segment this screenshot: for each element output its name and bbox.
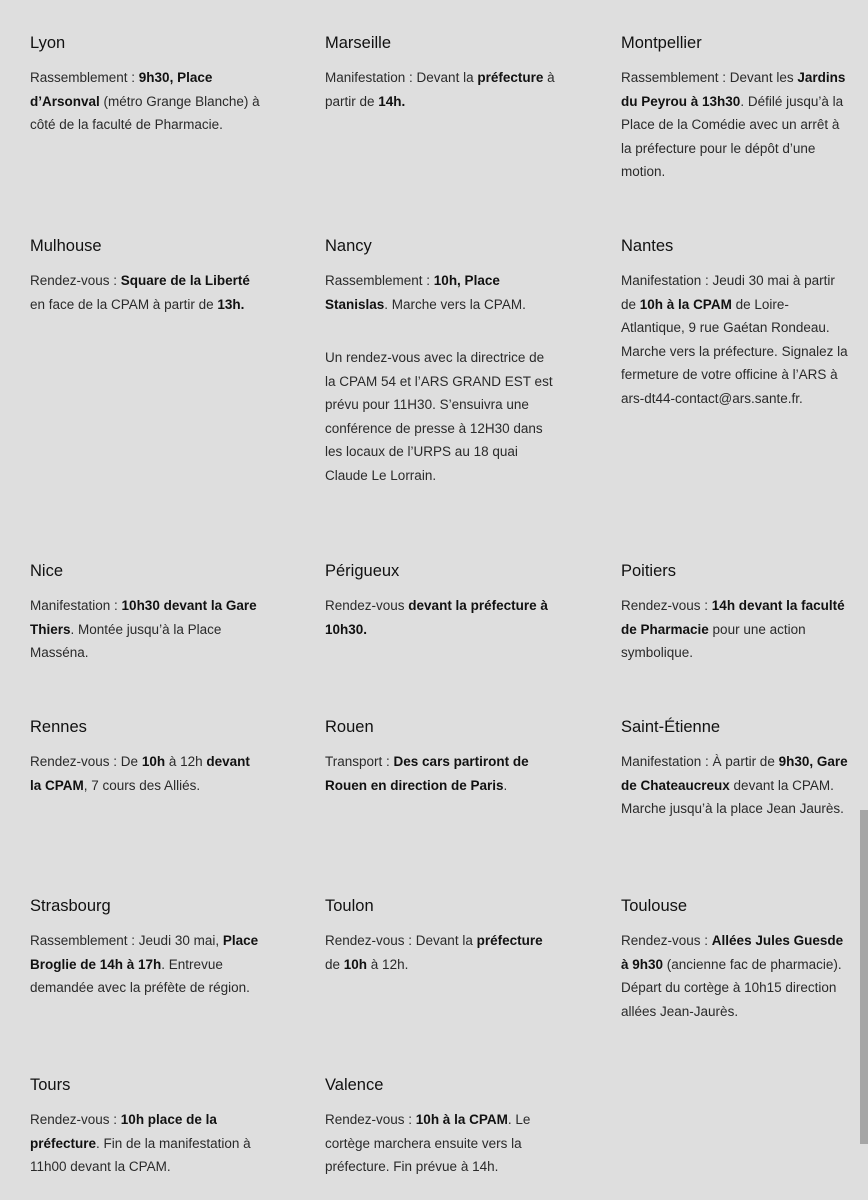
city-block-marseille xyxy=(325,33,555,113)
city-block-lyon xyxy=(30,33,260,137)
city-description xyxy=(325,594,555,641)
highlight-text: 14h devant la faculté de Pharmacie xyxy=(621,598,845,637)
city-description xyxy=(621,750,851,821)
body-text: . Marche vers la CPAM. xyxy=(384,296,526,312)
body-text: Transport : xyxy=(325,754,394,769)
body-text: de xyxy=(325,956,344,972)
city-title: Rennes xyxy=(30,718,87,736)
body-text: Rendez-vous : xyxy=(325,1112,416,1127)
city-block-mulhouse xyxy=(30,236,260,316)
city-description xyxy=(621,66,851,184)
highlight-text: 13h. xyxy=(217,296,245,312)
city-block-nantes xyxy=(621,236,851,410)
body-text: (ancienne fac de pharmacie). Départ du cortège à 10h15 direction allées Jean-Jaurès. xyxy=(621,956,842,1019)
body-text: (métro Grange Blanche) à côté de la faculté de Pharmacie. xyxy=(30,93,260,132)
body-text: . xyxy=(503,777,508,793)
city-description xyxy=(325,66,555,113)
highlight-text: 10h xyxy=(343,956,368,972)
body-text: Rassemblement : Jeudi 30 mai, xyxy=(30,933,223,948)
city-title: Tours xyxy=(30,1076,71,1094)
highlight-text: 9h30, Gare de Chateaucreux xyxy=(621,754,848,793)
body-text: . Montée jusqu’à la Place Masséna. xyxy=(30,621,222,660)
city-description xyxy=(30,1108,260,1179)
body-text: en face de la CPAM à partir de xyxy=(30,296,218,312)
city-title: Nice xyxy=(30,562,64,580)
body-text: à 12h xyxy=(165,754,207,769)
city-block-nice xyxy=(30,561,260,665)
city-title: Rouen xyxy=(325,718,374,736)
city-description xyxy=(30,66,260,137)
highlight-text: 10h30 devant la Gare Thiers xyxy=(30,598,257,637)
body-text: Rendez-vous : De xyxy=(30,754,142,769)
city-block-saint-etienne xyxy=(621,717,851,821)
body-text: . Fin de la manifestation à 11h00 devant la CPAM. xyxy=(30,1135,251,1174)
scrollbar-thumb[interactable] xyxy=(860,810,868,1144)
highlight-text: préfecture xyxy=(477,70,544,85)
city-title: Nancy xyxy=(325,237,372,255)
body-text: Rassemblement : Devant les xyxy=(621,70,798,85)
body-text: de Loire-Atlantique, 9 rue Gaétan Rondeau. Marche vers la préfecture. Signalez la fermeture de votre officine à l’ARS à ars-dt44-contact@ars.sante.fr. xyxy=(621,296,848,406)
highlight-text: 9h30, Place d’Arsonval xyxy=(30,70,213,109)
city-extra-description: Un rendez-vous avec la directrice de la CPAM 54 et l’ARS GRAND EST est prévu pour 11H30. S’ensuivra une conférence de presse à 12H30 dans les locaux de l’URPS au 18 quai Claude Le Lorrain. xyxy=(325,350,553,483)
city-description xyxy=(325,1108,555,1179)
city-title: Mulhouse xyxy=(30,237,102,255)
city-title: Valence xyxy=(325,1076,384,1094)
city-description xyxy=(30,929,260,1000)
city-description xyxy=(30,594,260,665)
city-description xyxy=(621,269,851,410)
city-block-toulon xyxy=(325,896,555,976)
city-description xyxy=(325,750,555,797)
city-block-rennes xyxy=(30,717,260,797)
city-title: Périgueux xyxy=(325,562,400,580)
city-block-perigueux xyxy=(325,561,555,641)
body-text: pour une action symbolique. xyxy=(621,621,806,660)
city-block-rouen xyxy=(325,717,555,797)
body-text: Rassemblement : xyxy=(325,273,434,288)
highlight-text: 10h place de la préfecture xyxy=(30,1112,217,1151)
city-title: Nantes xyxy=(621,237,674,255)
body-text: , 7 cours des Alliés. xyxy=(83,777,201,793)
body-text: Rendez-vous : Devant la xyxy=(325,933,477,948)
city-description xyxy=(30,750,260,797)
city-title: Lyon xyxy=(30,34,66,52)
highlight-text: 10h, Place Stanislas xyxy=(325,273,500,312)
city-block-tours xyxy=(30,1075,260,1179)
city-block-montpellier xyxy=(621,33,851,184)
body-text: Manifestation : Jeudi 30 mai à partir de xyxy=(621,273,835,312)
highlight-text: préfecture xyxy=(476,933,543,948)
body-text: . Défilé jusqu’à la Place de la Comédie avec un arrêt à la préfecture pour le dépôt d’une motion. xyxy=(621,93,844,179)
city-block-nancy xyxy=(325,236,555,487)
city-block-poitiers xyxy=(621,561,851,665)
body-text: Rendez-vous : xyxy=(30,1112,121,1127)
highlight-text: Jardins du Peyrou à 13h30 xyxy=(621,70,846,109)
city-description xyxy=(325,269,555,316)
highlight-text: devant la préfecture à 10h30. xyxy=(325,598,548,637)
city-title: Montpellier xyxy=(621,34,702,52)
body-text: à 12h. xyxy=(367,956,409,972)
body-text: Rendez-vous : xyxy=(621,598,712,613)
city-description xyxy=(325,929,555,976)
city-title: Poitiers xyxy=(621,562,677,580)
highlight-text: 10h à la CPAM xyxy=(415,1112,508,1127)
highlight-text: 14h. xyxy=(378,93,406,109)
city-description xyxy=(621,594,851,665)
highlight-text: Allées Jules Guesde à 9h30 xyxy=(621,933,844,972)
city-title: Toulon xyxy=(325,897,374,915)
city-block-valence xyxy=(325,1075,555,1179)
city-title: Strasbourg xyxy=(30,897,111,915)
body-text: Manifestation : xyxy=(30,598,122,613)
highlight-text: Square de la Liberté xyxy=(120,273,250,288)
city-block-strasbourg xyxy=(30,896,260,1000)
city-title: Toulouse xyxy=(621,897,688,915)
body-text: Rendez-vous xyxy=(325,598,409,613)
highlight-text: 10h xyxy=(141,754,166,769)
highlight-text: devant la CPAM xyxy=(30,754,250,793)
body-text: Manifestation : À partir de xyxy=(621,754,779,769)
highlight-text: Des cars partiront de Rouen en direction de Paris xyxy=(325,754,529,793)
city-description xyxy=(621,929,851,1023)
city-description xyxy=(30,269,260,316)
body-text: Rendez-vous : xyxy=(621,933,712,948)
body-text: . Le cortège marchera ensuite vers la préfecture. Fin prévue à 14h. xyxy=(325,1112,531,1174)
body-text: devant la CPAM. Marche jusqu’à la place Jean Jaurès. xyxy=(621,777,844,816)
city-block-toulouse xyxy=(621,896,851,1023)
highlight-text: 10h à la CPAM xyxy=(639,296,732,312)
city-title: Saint-Étienne xyxy=(621,718,721,736)
body-text: Rendez-vous : xyxy=(30,273,121,288)
city-title: Marseille xyxy=(325,34,392,52)
highlight-text: Place Broglie de 14h à 17h xyxy=(30,933,259,972)
body-text: à partir de xyxy=(325,70,555,109)
body-text: Rassemblement : xyxy=(30,70,139,85)
body-text: . Entrevue demandée avec la préfète de région. xyxy=(30,956,250,995)
body-text: Manifestation : Devant la xyxy=(325,70,478,85)
